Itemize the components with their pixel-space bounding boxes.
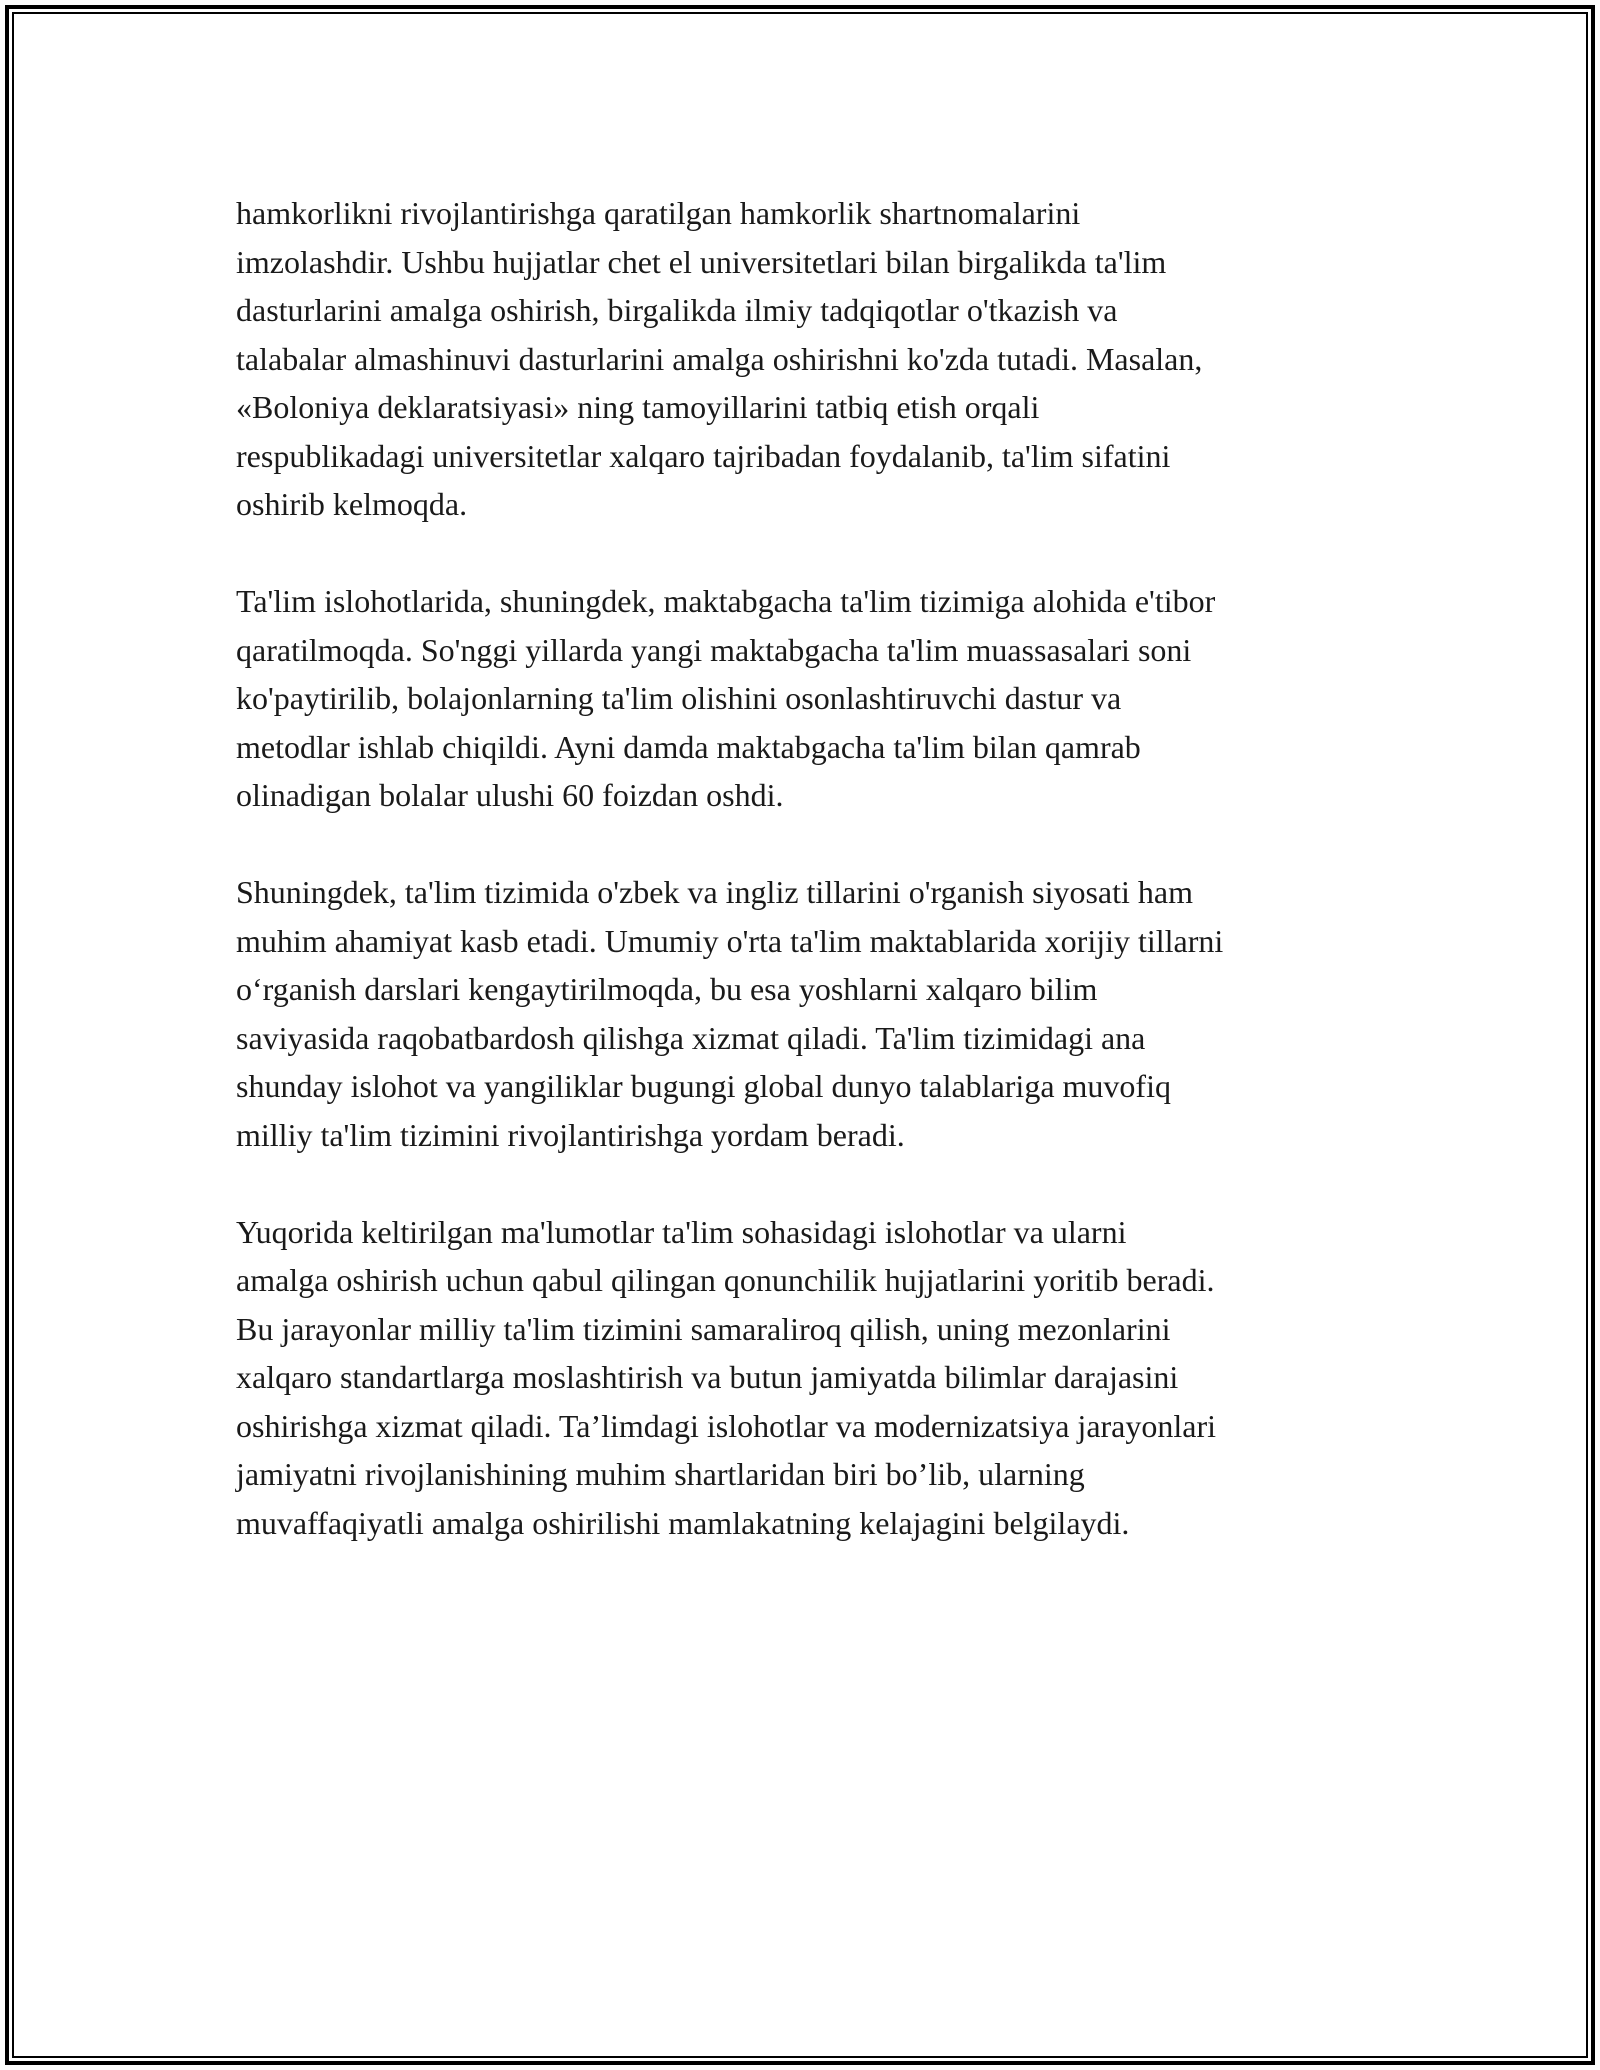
- paragraph-3: Shuningdek, ta'lim tizimida o'zbek va ingliz tillarini o'rganish siyosati ham muhim ahamiyat kasb etadi. Umumiy o'rta ta'lim maktablarida xorijiy tillarni o‘rganish darslari kengaytirilmoqda, bu esa yoshlarni xalqaro bilim saviyasida raqobatbardosh qilishga xizmat qiladi. Ta'lim tizimidagi ana shunday islohot va yangiliklar bugungi global dunyo talablariga muvofiq milliy ta'lim tizimini rivojlantirishga yordam beradi.: [236, 874, 1224, 1153]
- document-body: [236, 189, 1386, 1596]
- paragraph-1: hamkorlikni rivojlantirishga qaratilgan hamkorlik shartnomalarini imzolashdir. Ushbu hujjatlar chet el universitetlari bilan birgalikda ta'lim dasturlarini amalga oshirish, birgalikda ilmiy tadqiqotlar o'tkazish va talabalar almashinuvi dasturlarini amalga oshirishni ko'zda tutadi. Masalan, «Boloniya deklaratsiyasi» ning tamoyillarini tatbiq etish orqali respublikadagi universitetlar xalqaro tajribadan foydalanib, ta'lim sifatini oshirib kelmoqda.: [236, 195, 1203, 522]
- paragraph-2: Ta'lim islohotlarida, shuningdek, maktabgacha ta'lim tizimiga alohida e'tibor qaratilmoqda. So'nggi yillarda yangi maktabgacha ta'lim muassasalari soni ko'paytirilib, bolajonlarning ta'lim olishini osonlashtiruvchi dastur va metodlar ishlab chiqildi. Ayni damda maktabgacha ta'lim bilan qamrab olinadigan bolalar ulushi 60 foizdan oshdi.: [236, 583, 1216, 813]
- paragraph-4: Yuqorida keltirilgan ma'lumotlar ta'lim sohasidagi islohotlar va ularni amalga oshirish uchun qabul qilingan qonunchilik hujjatlarini yoritib beradi. Bu jarayonlar milliy ta'lim tizimini samaraliroq qilish, uning mezonlarini xalqaro standartlarga moslashtirish va butun jamiyatda bilimlar darajasini oshirishga xizmat qiladi. Ta’limdagi islohotlar va modernizatsiya jarayonlari jamiyatni rivojlanishining muhim shartlaridan biri bo’lib, ularning muvaffaqiyatli amalga oshirilishi mamlakatning kelajagini belgilaydi.: [236, 1213, 1217, 1541]
